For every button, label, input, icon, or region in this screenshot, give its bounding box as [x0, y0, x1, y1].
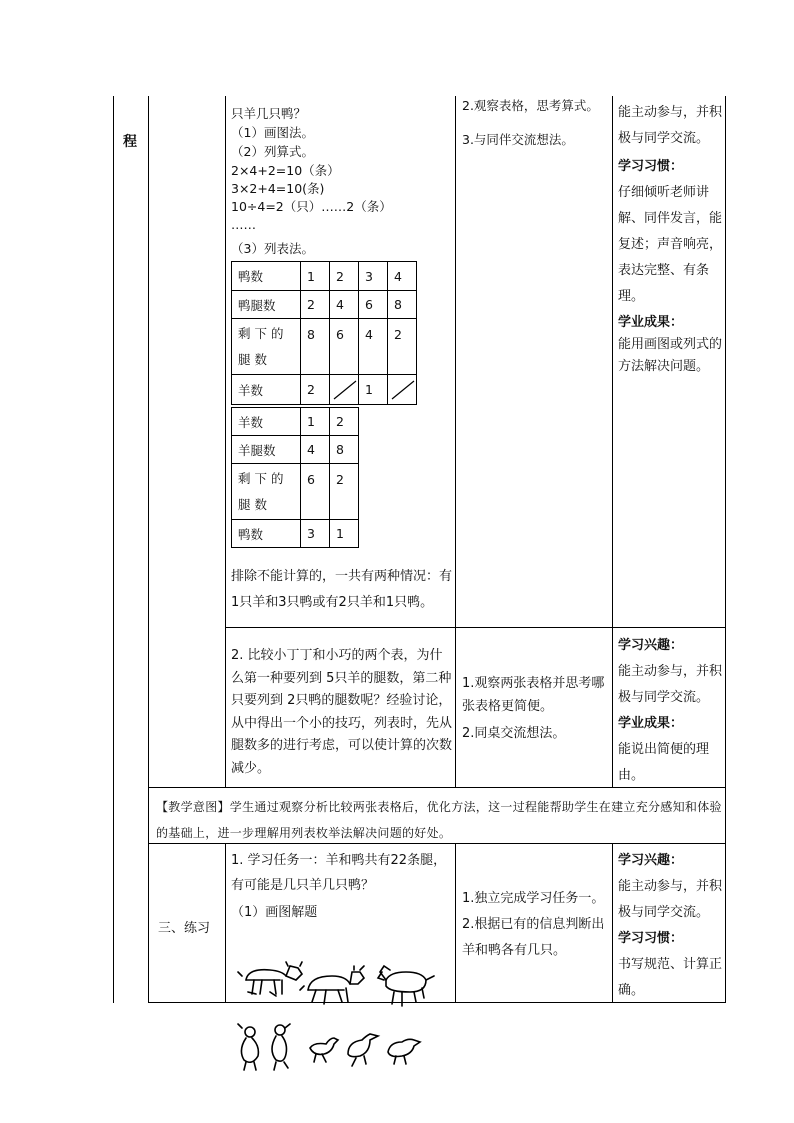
diagonal-slash-icon	[388, 375, 418, 405]
table-row-label: 羊数	[232, 408, 301, 436]
duck-table	[231, 261, 417, 405]
content-line: 10÷4=2（只）……2（条）	[231, 199, 392, 214]
table-row-label: 鸭数	[232, 262, 301, 291]
student-activity: 2.观察表格，思考算式。	[462, 98, 599, 113]
table-cell: 2	[301, 291, 330, 319]
table-cell: 3	[301, 520, 330, 548]
block2-content: 2. 比较小丁丁和小巧的两个表，为什么第一种要列到 5只羊的腿数，第二种只要列到 2只鸭的腿数呢？经验讨论，从中得出一个小的技巧，列表时，先从腿数多的进行考虑，可以使计算的次数减少。	[231, 648, 453, 776]
table-row-label	[232, 319, 301, 375]
goal-text: 仔细倾听老师讲解、同伴发言，能复述；声音响亮，表达完整、有条理。	[618, 185, 723, 304]
block3-student	[462, 886, 612, 964]
table-cell-crossed	[388, 375, 417, 405]
duck-icon	[272, 1024, 290, 1070]
content-line: （1）画图法。	[231, 125, 314, 140]
sheep-table	[231, 407, 359, 548]
block2-student	[462, 672, 610, 745]
duck-icon	[348, 1034, 378, 1066]
goal-text: 能说出简便的理由。	[618, 742, 710, 783]
content-line: （2）列算式。	[231, 144, 314, 159]
table-cell: 2	[330, 408, 359, 436]
goal-text: 书写规范、计算正确。	[618, 957, 723, 998]
content-line: 1. 学习任务一：羊和鸭共有22条腿，有可能是几只羊几只鸭？	[231, 853, 447, 893]
table-cell: 6	[359, 291, 388, 319]
content-line: 只羊几只鸭？	[231, 106, 307, 121]
table-row-label: 羊腿数	[232, 436, 301, 464]
table-row-label: 鸭腿数	[232, 291, 301, 319]
table-row-label-text: 剩下的腿数	[238, 470, 288, 512]
block3-content	[231, 848, 453, 925]
stage-label: 三、练习	[158, 921, 211, 936]
sheep-icon	[378, 966, 434, 1006]
table-cell: 1	[359, 375, 388, 405]
goal-text: 能用画图或列式的方法解决问题。	[618, 337, 723, 374]
table-cell: 4	[301, 436, 330, 464]
goal-text: 能主动参与，并积极与同学交流。	[618, 879, 723, 920]
table-cell: 4	[388, 262, 417, 291]
table-row-label: 鸭数	[232, 520, 301, 548]
student-activity: 2.根据已有的信息判断出羊和鸭各有几只。	[462, 917, 605, 958]
sheep-duck-drawing	[230, 958, 440, 1073]
content-line: 2×4+2=10（条）	[231, 163, 340, 178]
teaching-intent: 【教学意图】学生通过观察分析比较两张表格后，优化方法，这一过程能帮助学生在建立充分感知和体验的基础上，进一步理解用列表枚举法解决问题的好处。	[156, 800, 722, 840]
goal-heading: 学业成果：	[618, 716, 684, 731]
duck-icon	[238, 1024, 258, 1070]
student-activity: 3.与同伴交流想法。	[462, 132, 574, 147]
goal-heading: 学习兴趣：	[618, 853, 684, 868]
duck-icon	[388, 1039, 420, 1064]
sheep-icon	[238, 962, 302, 996]
goal-heading: 学习兴趣：	[618, 638, 684, 653]
table-cell: 4	[330, 291, 359, 319]
table-cell: 2	[330, 262, 359, 291]
student-activity: 2.同桌交流想法。	[462, 726, 566, 741]
content-line: （3）列表法。	[231, 241, 314, 256]
goal-text: 能主动参与，并积极与同学交流。	[618, 664, 723, 705]
table-cell: 8	[330, 436, 359, 464]
table-row-label	[232, 464, 301, 520]
table-cell: 3	[359, 262, 388, 291]
table-cell: 1	[330, 520, 359, 548]
table-cell-crossed	[330, 375, 359, 405]
table-cell: 1	[301, 262, 330, 291]
student-activity: 1.独立完成学习任务一。	[462, 891, 605, 906]
block3-goals	[618, 848, 724, 1004]
table-row-label: 羊数	[232, 375, 301, 405]
goal-heading: 学习习惯：	[618, 159, 684, 174]
diagonal-slash-icon	[330, 375, 360, 405]
table-cell: 2	[388, 319, 417, 375]
table-cell: 6	[301, 464, 330, 520]
table-cell: 2	[330, 464, 359, 520]
block2-goals	[618, 633, 724, 789]
content-line: 3×2+4=10(条)	[231, 181, 325, 196]
goal-text: 能主动参与，并积极与同学交流。	[618, 105, 723, 146]
table-cell: 8	[301, 319, 330, 375]
table-cell: 6	[330, 319, 359, 375]
content-line: ……	[231, 217, 256, 232]
table-row-label-text: 剩下的腿数	[238, 325, 288, 367]
sheep-icon	[300, 966, 364, 1004]
table-cell: 2	[301, 375, 330, 405]
goal-heading: 学习习惯：	[618, 931, 684, 946]
table-cell: 8	[388, 291, 417, 319]
duck-icon	[310, 1038, 338, 1062]
section-label: 程	[123, 134, 137, 150]
conclusion-text: 排除不能计算的，一共有两种情况：有1只羊和3只鸭或有2只羊和1只鸭。	[231, 569, 453, 610]
student-activity: 1.观察两张表格并思考哪张表格更简便。	[462, 676, 605, 714]
block1-goals	[618, 100, 724, 378]
table-cell: 1	[301, 408, 330, 436]
table-cell: 4	[359, 319, 388, 375]
goal-heading: 学业成果：	[618, 315, 684, 330]
content-line: （1）画图解题	[231, 905, 318, 920]
